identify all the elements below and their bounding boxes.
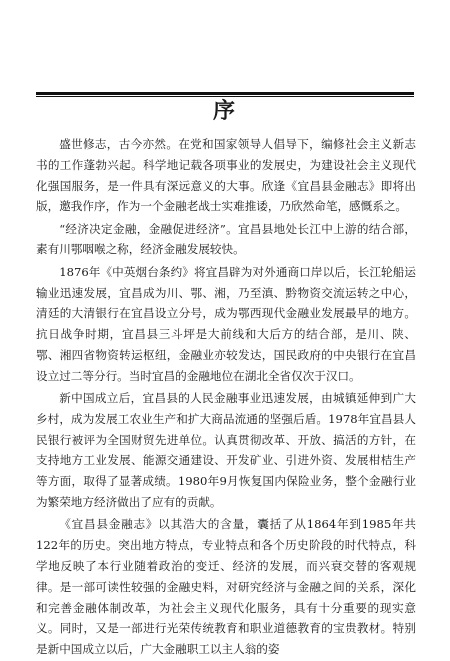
paragraph-3: 1876年《中英烟台条约》将宜昌辟为对外通商口岸以后，长江轮船运输业迅速发展，宜昌成为川、鄂、湘，乃至滇、黔物资交流运转之中心，清廷的大清银行在宜昌设立分号，成为鄂西现代金融业发展最早的地方。抗日战争时期，宜昌县三斗坪是大前线和大后方的结合部，是川、陕、鄂、湘四省物资转运枢纽，金融业亦较发达，国民政府的中央银行在宜昌设立过二等分行。当时宜昌的金融地位在湖北全省仅次于汉口。 xyxy=(36,264,416,383)
page-title: 序 xyxy=(212,98,237,124)
paragraph-4: 新中国成立后，宜昌县的人民金融事业迅速发展，由城镇延伸到广大乡村，成为发展工农业生产和扩大商品流通的坚强后盾。1978年宜昌县人民银行被评为全国财贸先进单位。认真贯彻改革、开放、搞活的方针，在支持地方工业发展、能源交通建设、开发矿业、引进外资、发展柑桔生产等方面，取得了显著成绩。1980年9月恢复国内保险业务，整个金融行业为繁荣地方经济做出了应有的贡献。 xyxy=(36,391,416,510)
paragraph-1: 盛世修志，古今亦然。在党和国家领导人倡导下，编修社会主义新志书的工作蓬勃兴起。科学地记载各项事业的发展史，为建设社会主义现代化强国服务，是一件具有深远意义的大事。欣逢《宜昌县金融志》即将出版，邀我作序，作为一个金融老战士实难推诿，乃欣然命笔，感慨系之。 xyxy=(36,137,416,214)
paragraph-2: “经济决定金融，金融促进经济”。宜昌县地处长江中上游的结合部，素有川鄂咽喉之称，经济金融发展较快。 xyxy=(36,221,416,257)
body-text xyxy=(36,134,416,661)
paragraph-5: 《宜昌县金融志》以其浩大的含量，囊括了从1864年到1985年共122年的历史。突出地方特点，专业特点和各个历史阶段的时代特点，科学地反映了本行业随着政治的变迁、经济的发展，而兴衰交替的客观规律。是一部可读性较强的金融史料，对研究经济与金融之间的关系，深化和完善金融体制改革，为社会主义现代化服务，具有十分重要的现实意义。同时，又是一部进行光荣传统教育和职业道德教育的宝贵教材。特别是新中国成立以后，广大金融职工以主人翁的姿 xyxy=(36,517,416,657)
top-rule xyxy=(36,92,414,95)
